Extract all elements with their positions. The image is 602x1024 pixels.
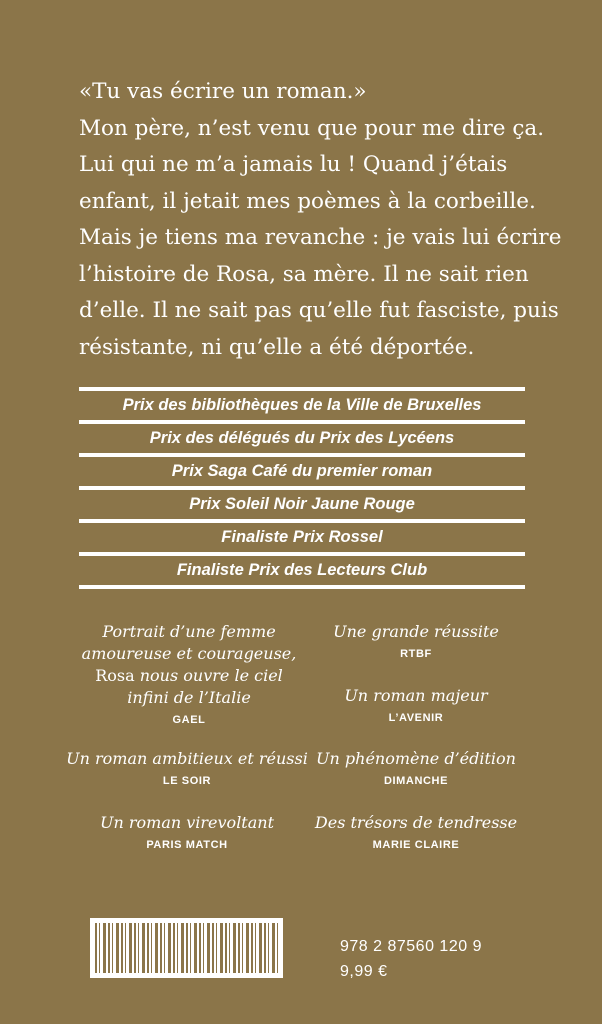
quote-line: Portrait d’une femme [102, 622, 276, 641]
quote-text: Un roman ambitieux et réussi [66, 749, 308, 768]
quote-text: Des trésors de tendresse [314, 813, 518, 832]
prize-item: Prix des délégués du Prix des Lycéens [149, 429, 455, 447]
isbn-block [340, 934, 482, 984]
blurb-line: résistante, ni qu’elle a été déportée. [79, 334, 475, 360]
press-quote-marieclaire [291, 812, 541, 851]
quote-source: PARIS MATCH [146, 839, 228, 851]
prize-item: Finaliste Prix des Lecteurs Club [176, 561, 428, 579]
press-quote-lavenir [291, 685, 541, 724]
quote-source: RTBF [400, 648, 432, 660]
blurb-line: l’histoire de Rosa, sa mère. Il ne sait rien [79, 261, 529, 287]
quote-text [64, 621, 314, 709]
isbn-number: 978 2 87560 120 9 [340, 938, 482, 955]
quote-source: L’AVENIR [388, 712, 444, 724]
barcode-bars [95, 923, 278, 973]
blurb-line: Lui qui ne m’a jamais lu ! Quand j’étais [79, 152, 508, 177]
quote-text: Un roman virevoltant [99, 813, 275, 832]
prize-item: Prix des bibliothèques de la Ville de Bruxelles [122, 396, 482, 414]
quote-line: nous ouvre le ciel [134, 666, 283, 685]
press-quote-lesoir [47, 748, 327, 787]
quote-text: Un phénomène d’édition [316, 749, 516, 768]
prize-item: Prix Saga Café du premier roman [171, 462, 433, 480]
quote-source: LE SOIR [162, 775, 212, 787]
divider [79, 585, 525, 589]
quote-text: Un roman majeur [344, 686, 488, 705]
back-cover-blurb [79, 74, 562, 366]
price: 9,99 € [340, 963, 388, 980]
quote-line: infini de l’Italie [127, 688, 251, 707]
press-quote-gael [64, 621, 314, 726]
prize-item: Finaliste Prix Rossel [221, 528, 383, 546]
press-quote-parismatch [62, 812, 312, 851]
prize-item: Prix Soleil Noir Jaune Rouge [189, 495, 415, 513]
prize-list [79, 387, 525, 589]
quote-line: amoureuse et courageuse, [81, 644, 297, 663]
quote-text: Une grande réussite [333, 622, 499, 641]
blurb-line: «Tu vas écrire un roman.» [79, 79, 367, 104]
blurb-line: d’elle. Il ne sait pas qu’elle fut fasciste, puis [79, 298, 559, 323]
quote-source: DIMANCHE [383, 775, 449, 787]
barcode [90, 918, 283, 978]
blurb-line: enfant, il jetait mes poèmes à la corbeille. [79, 188, 536, 214]
press-quote-dimanche [291, 748, 541, 787]
quote-source: MARIE CLAIRE [372, 839, 460, 851]
blurb-line: Mais je tiens ma revanche : je vais lui écrire [79, 225, 562, 250]
quote-source: GAEL [172, 714, 206, 726]
quote-line-title: Rosa [95, 666, 135, 685]
press-quote-rtbf [291, 621, 541, 660]
blurb-line: Mon père, n’est venu que pour me dire ça. [79, 115, 545, 141]
